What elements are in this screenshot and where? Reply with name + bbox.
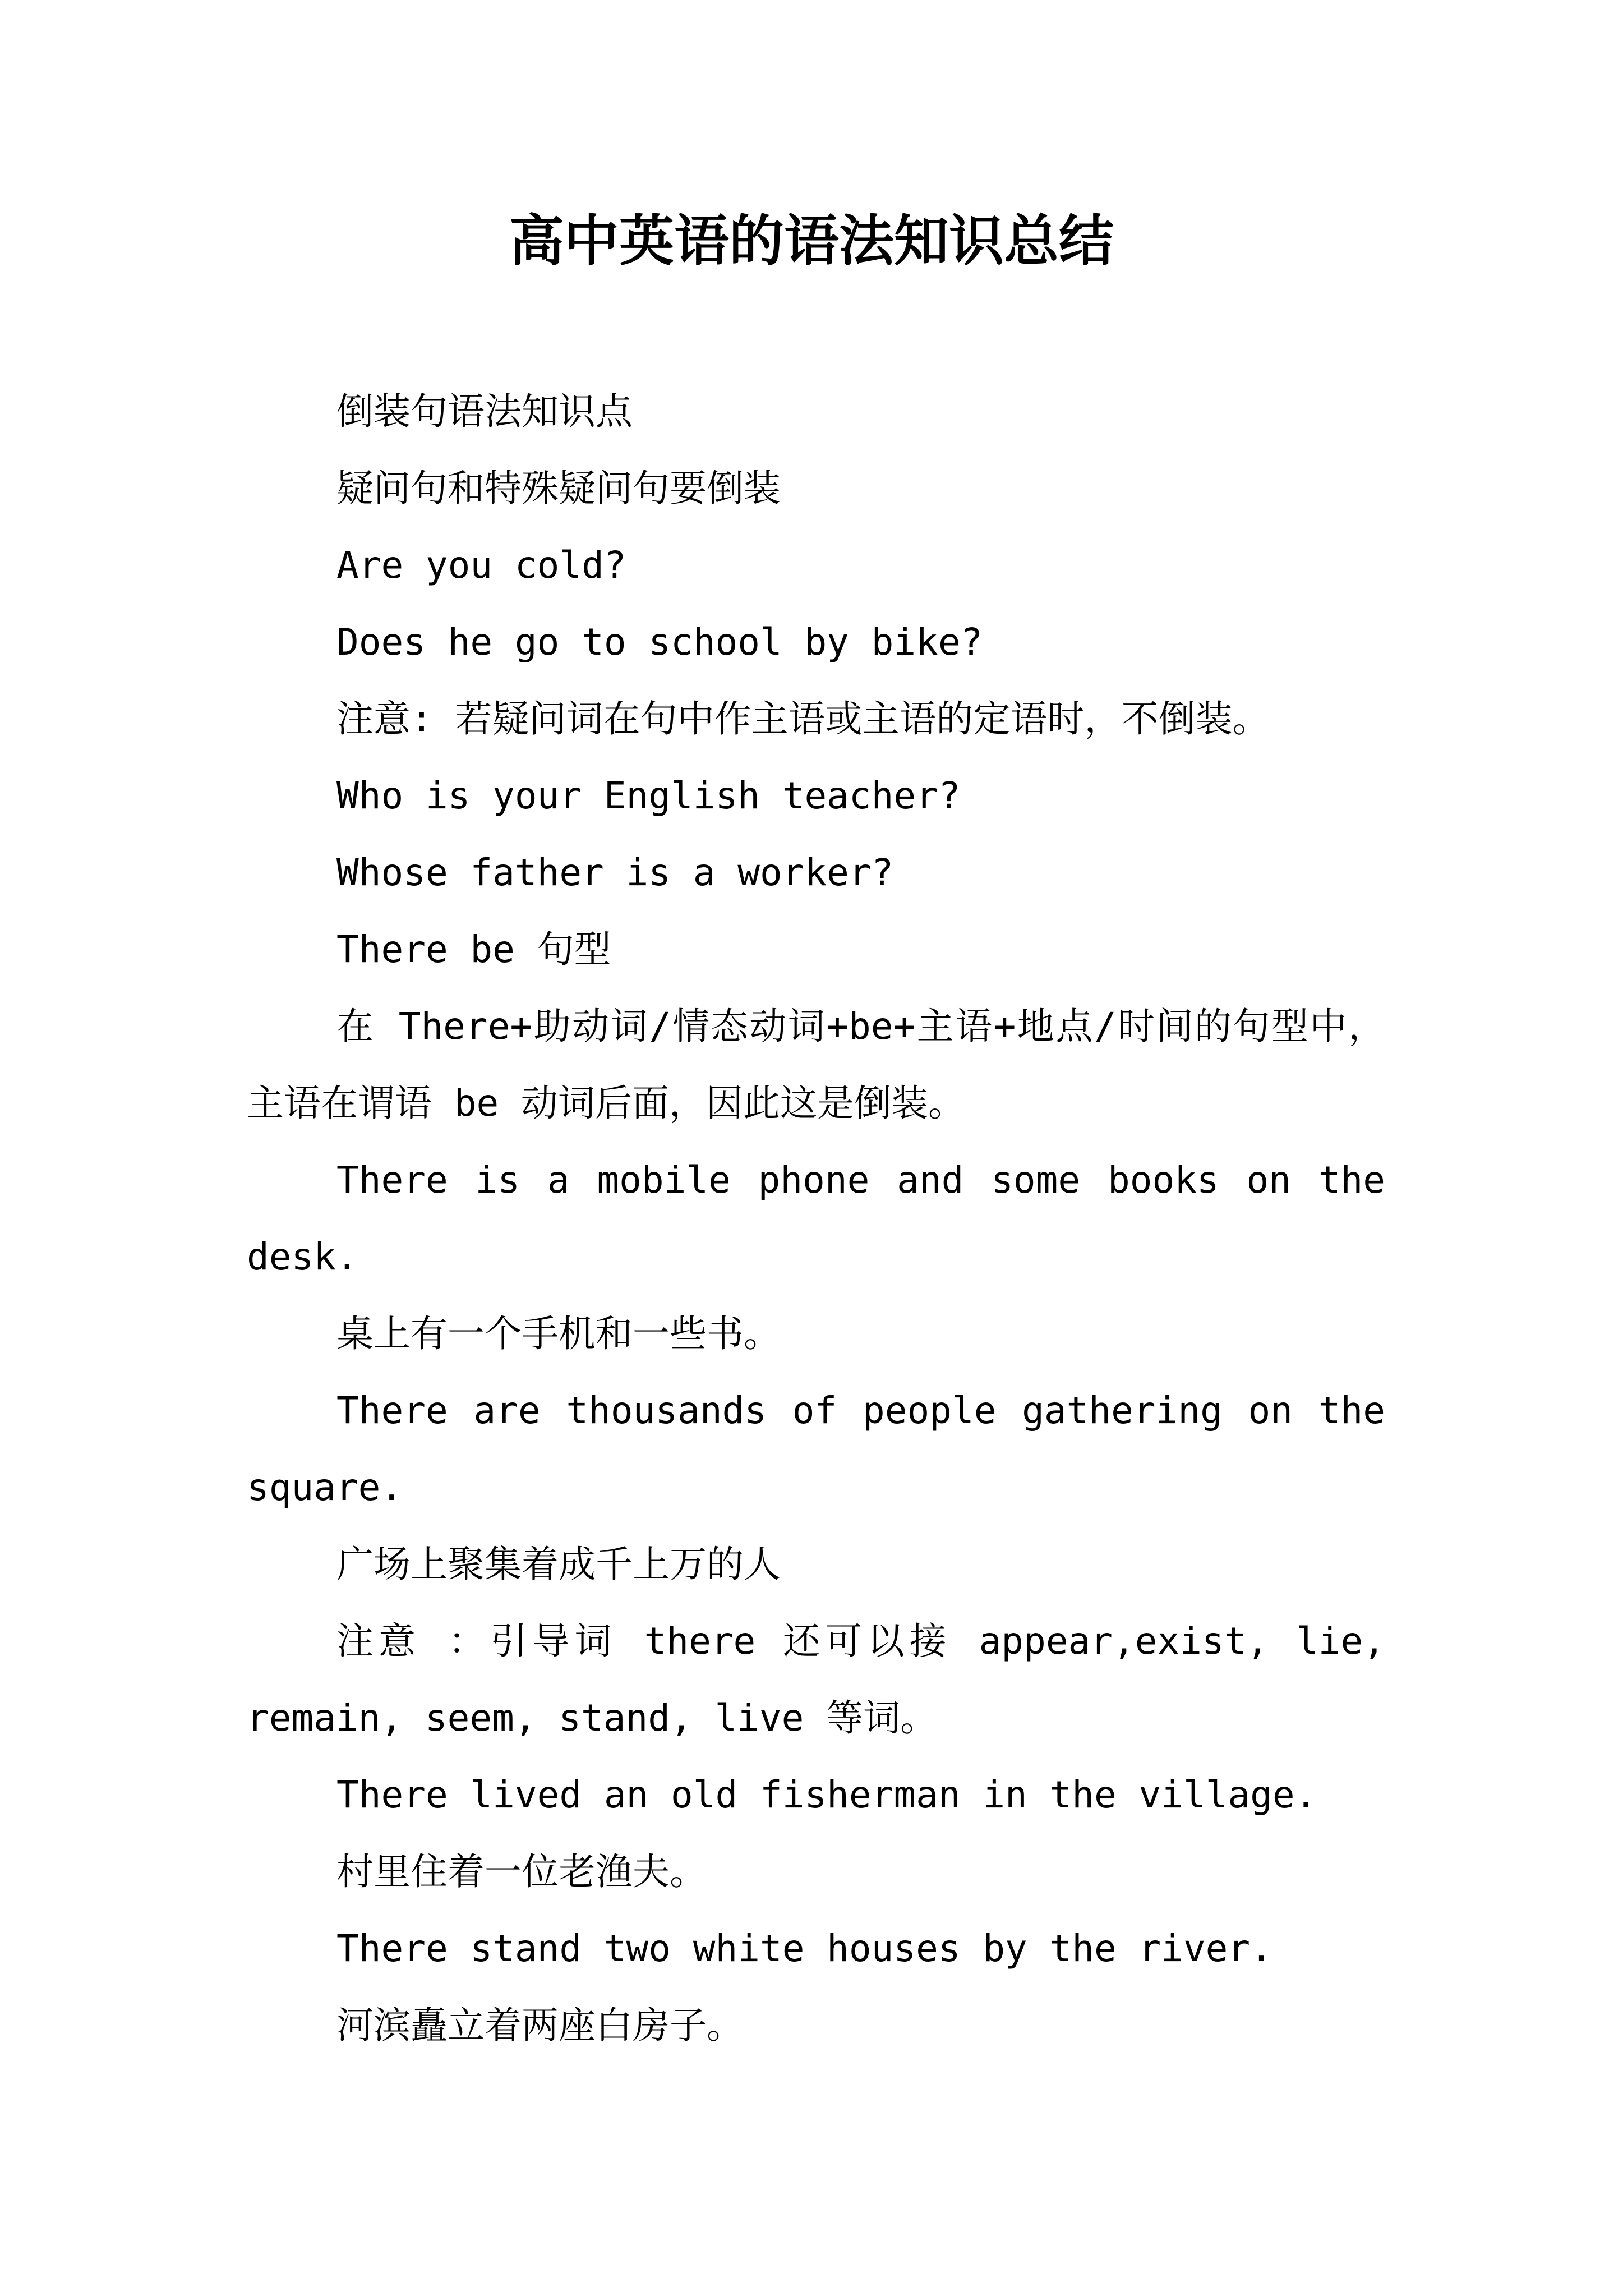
paragraph: 疑问句和特殊疑问句要倒装 <box>336 467 781 510</box>
translation: 村里住着一位老渔夫。 <box>336 1850 707 1893</box>
example-sentence: Does he go to school by bike? <box>336 620 983 664</box>
document-title: 高中英语的语法知识总结 <box>509 209 1114 273</box>
example-sentence: Are you cold? <box>336 544 626 587</box>
paragraph-heading-inversion: 倒装句语法知识点 <box>336 390 633 433</box>
example-sentence: There lived an old fisherman in the village. <box>336 1773 1317 1816</box>
example-sentence: Whose father is a worker? <box>336 851 894 894</box>
paragraph: 在 There+助动词/情态动词+be+主语+地点/时间的句型中，主语在谓语 be 动词后面，因此这是倒装。 <box>247 1005 1385 1125</box>
translation: 桌上有一个手机和一些书。 <box>336 1312 781 1355</box>
document-body <box>247 373 1385 2064</box>
example-sentence: Who is your English teacher? <box>336 774 961 817</box>
paragraph-heading-there-be: There be 句型 <box>336 928 611 971</box>
translation: 广场上聚集着成千上万的人 <box>336 1543 781 1586</box>
example-sentence: There stand two white houses by the river. <box>336 1927 1272 1970</box>
translation: 河滨矗立着两座白房子。 <box>336 2004 744 2047</box>
example-sentence: There is a mobile phone and some books on the desk. <box>247 1158 1385 1278</box>
example-sentence: There are thousands of people gathering on the square. <box>247 1389 1385 1509</box>
note-paragraph: 注意: 若疑问词在句中作主语或主语的定语时，不倒装。 <box>336 697 1270 740</box>
note-paragraph: 注意 ：引导词 there 还可以接 appear,exist, lie, remain, seem, stand, live 等词。 <box>247 1619 1385 1740</box>
